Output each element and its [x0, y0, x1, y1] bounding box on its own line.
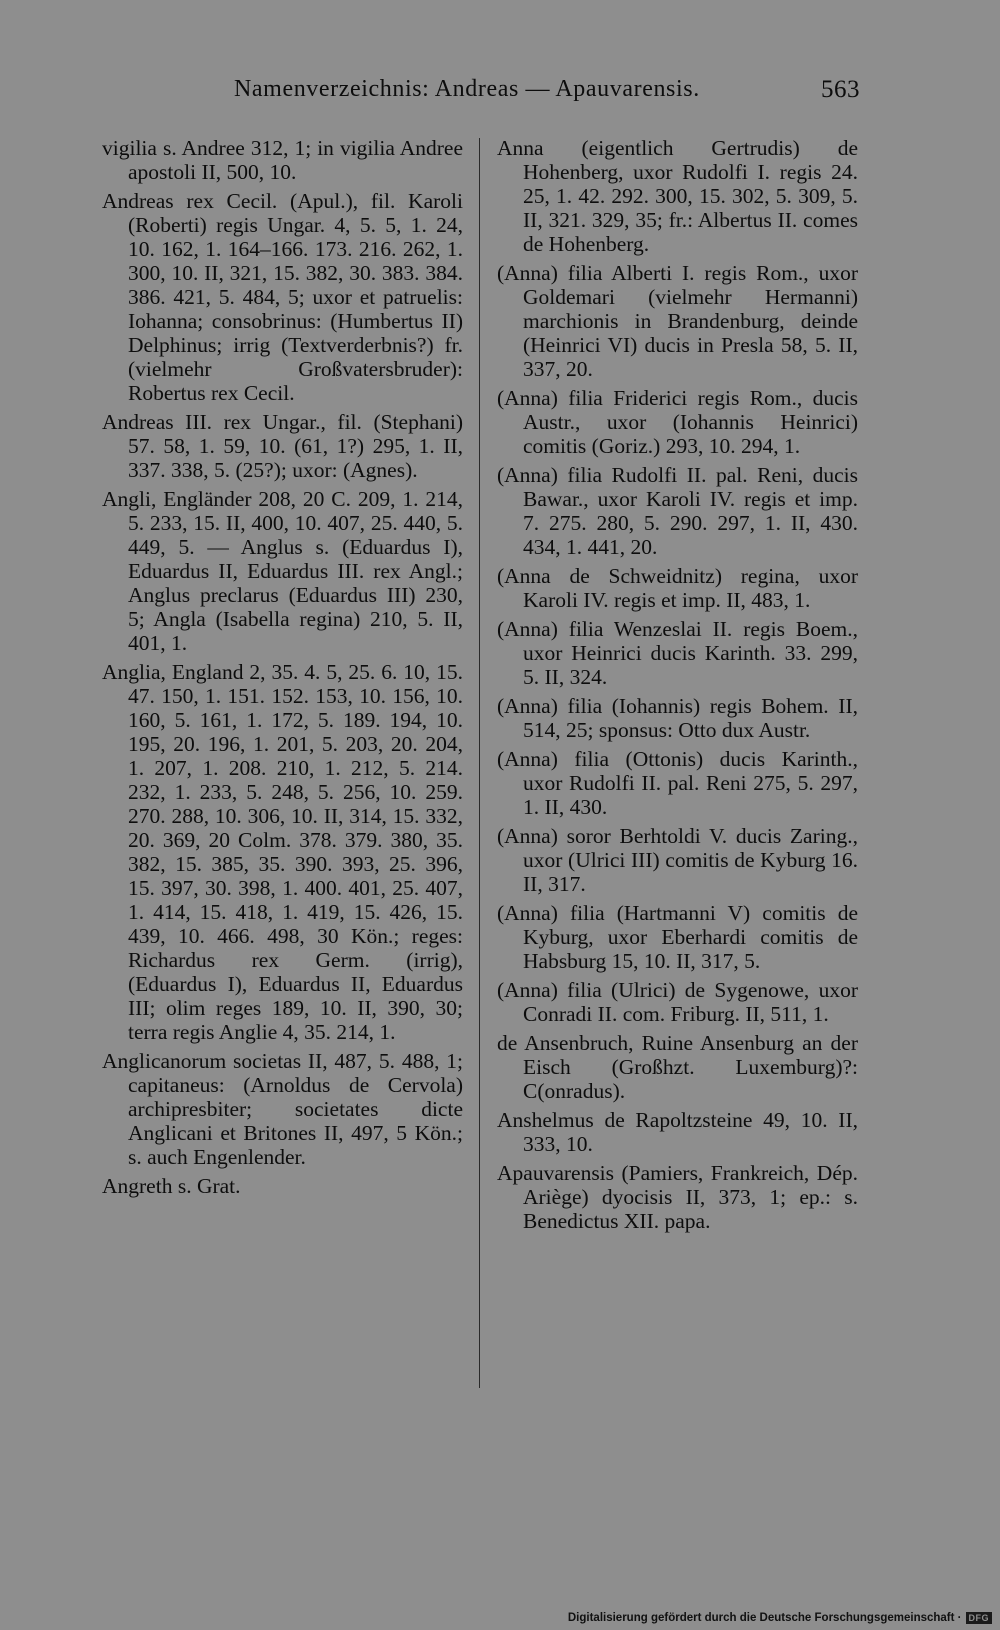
index-entry: (Anna) filia (Ulrici) de Sygenowe, uxor Conradi II. com. Friburg. II, 511, 1.: [497, 978, 858, 1026]
index-entry: Apauvarensis (Pamiers, Frankreich, Dép. Ariège) dyocisis II, 373, 1; ep.: s. Benedictus XII. papa.: [497, 1161, 858, 1233]
digitization-credit: [568, 1612, 992, 1624]
dfg-logo-icon: DFG: [966, 1612, 993, 1624]
index-entry: (Anna) filia (Ottonis) ducis Karinth., uxor Rudolfi II. pal. Reni 275, 5. 297, 1. II, 430.: [497, 747, 858, 819]
index-entry: Anglicanorum societas II, 487, 5. 488, 1; capitaneus: (Arnoldus de Cervola) archipresbiter; societates dicte Anglicani et Britones II, 497, 5 Kön.; s. auch Engenlender.: [102, 1049, 463, 1169]
index-entry: (Anna) filia Friderici regis Rom., ducis Austr., uxor (Iohannis Heinrici) comitis (Goriz.) 293, 10. 294, 1.: [497, 386, 858, 458]
index-entry: Anna (eigentlich Gertrudis) de Hohenberg, uxor Rudolfi I. regis 24. 25, 1. 42. 292. 300, 15. 302, 5. 309, 5. II, 321. 329, 35; fr.: Albertus II. comes de Hohenberg.: [497, 136, 858, 256]
index-entry: Andreas rex Cecil. (Apul.), fil. Karoli (Roberti) regis Ungar. 4, 5. 5, 1. 24, 10. 162, 1. 164–166. 173. 216. 262, 1. 300, 10. II, 321, 15. 382, 30. 383. 384. 386. 421, 5. 484, 5; uxor et patruelis: Iohanna; consobrinus: (Humbertus II) Delphinus; irrig (Textverderbnis?) fr. (vielmehr Großvatersbruder): Robertus rex Cecil.: [102, 189, 463, 405]
index-entry: (Anna) filia Alberti I. regis Rom., uxor Goldemari (vielmehr Hermanni) marchionis in Brandenburg, deinde (Heinrici VI) ducis in Presla 58, 5. II, 337, 20.: [497, 261, 858, 381]
index-entry: (Anna) filia (Hartmanni V) comitis de Kyburg, uxor Eberhardi comitis de Habsburg 15, 10. II, 317, 5.: [497, 901, 858, 973]
column-divider: [479, 138, 480, 1388]
index-entry: Anshelmus de Rapoltzsteine 49, 10. II, 333, 10.: [497, 1108, 858, 1156]
left-column: [102, 136, 463, 1203]
index-entry: (Anna) soror Berhtoldi V. ducis Zaring., uxor (Ulrici III) comitis de Kyburg 16. II, 317.: [497, 824, 858, 896]
right-column: [497, 136, 858, 1238]
index-entry: (Anna) filia (Iohannis) regis Bohem. II, 514, 25; sponsus: Otto dux Austr.: [497, 694, 858, 742]
index-entry: de Ansenbruch, Ruine Ansenburg an der Eisch (Großhzt. Luxemburg)?: C(onradus).: [497, 1031, 858, 1103]
running-header: [110, 76, 860, 112]
index-entry: vigilia s. Andree 312, 1; in vigilia Andree apostoli II, 500, 10.: [102, 136, 463, 184]
index-entry: Angreth s. Grat.: [102, 1174, 241, 1198]
index-entry: Angli, Engländer 208, 20 C. 209, 1. 214, 5. 233, 15. II, 400, 10. 407, 25. 440, 5. 449, 5. — Anglus s. (Eduardus I), Eduardus II, Eduardus III. rex Angl.; Anglus preclarus (Eduardus III) 230, 5; Angla (Isabella regina) 210, 5. II, 401, 1.: [102, 487, 463, 655]
index-entry: (Anna) filia Wenzeslai II. regis Boem., uxor Heinrici ducis Karinth. 33. 299, 5. II, 324.: [497, 617, 858, 689]
page-title: Namenverzeichnis: Andreas — Apauvarensis.: [234, 76, 700, 102]
index-entry: (Anna de Schweidnitz) regina, uxor Karoli IV. regis et imp. II, 483, 1.: [497, 564, 858, 612]
page-number: 563: [821, 76, 860, 103]
index-entry: Andreas III. rex Ungar., fil. (Stephani) 57. 58, 1. 59, 10. (61, 1?) 295, 1. II, 337. 338, 5. (25?); uxor: (Agnes).: [102, 410, 463, 482]
credit-text: Digitalisierung gefördert durch die Deutsche Forschungsgemeinschaft ·: [567, 1612, 962, 1624]
index-entry: (Anna) filia Rudolfi II. pal. Reni, ducis Bawar., uxor Karoli IV. regis et imp. 7. 275. 280, 5. 290. 297, 1. II, 430. 434, 1. 441, 20.: [497, 463, 858, 559]
index-entry: Anglia, England 2, 35. 4. 5, 25. 6. 10, 15. 47. 150, 1. 151. 152. 153, 10. 156, 10. 160, 5. 161, 1. 172, 5. 189. 194, 10. 195, 20. 196, 1. 201, 5. 203, 20. 204, 1. 207, 1. 208. 210, 1. 212, 5. 214. 232, 1. 233, 5. 248, 5. 256, 10. 259. 270. 288, 10. 306, 10. II, 314, 15. 332, 20. 369, 20 Colm. 378. 379. 380, 35. 382, 15. 385, 35. 390. 393, 25. 396, 15. 397, 30. 398, 1. 400. 401, 25. 407, 1. 414, 15. 418, 1. 419, 15. 426, 15. 439, 10. 466. 498, 30 Kön.; reges: Richardus rex Germ. (irrig), (Eduardus I), Eduardus II, Eduardus III; olim reges 189, 10. II, 390, 30; terra regis Anglie 4, 35. 214, 1.: [102, 660, 463, 1044]
